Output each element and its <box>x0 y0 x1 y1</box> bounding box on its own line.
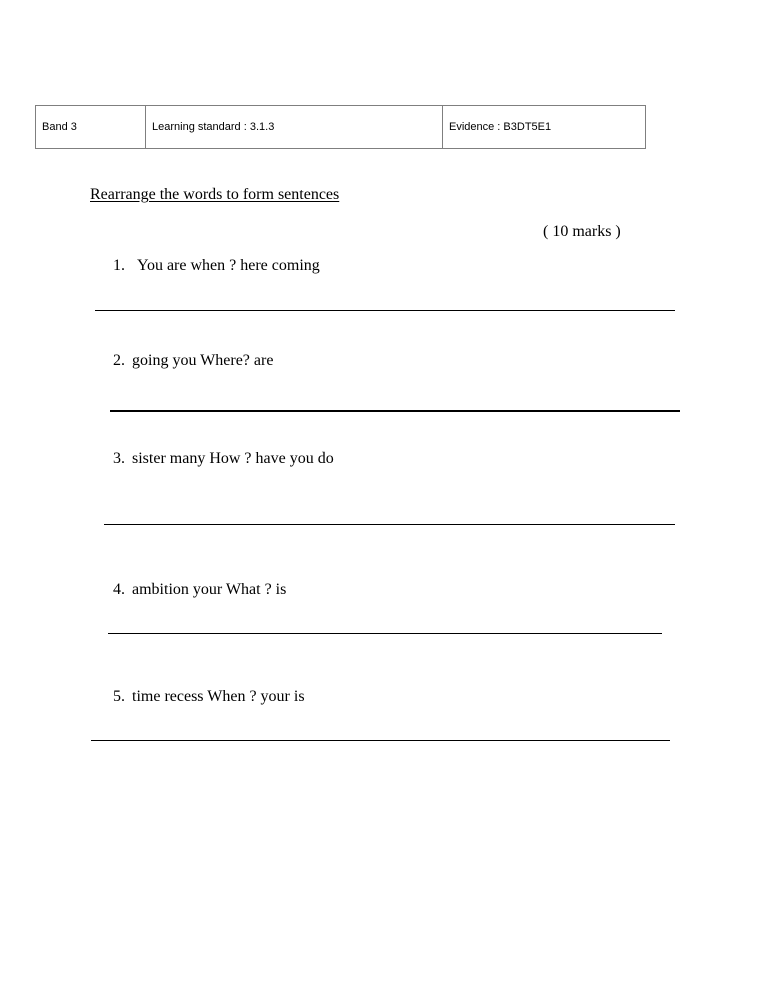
question-1 <box>113 258 320 274</box>
header-table <box>35 105 646 149</box>
question-number: 2. <box>113 352 125 369</box>
answer-line-2[interactable] <box>110 410 680 412</box>
question-3 <box>113 451 334 467</box>
question-text: ambition your What ? is <box>132 581 287 598</box>
question-4 <box>113 582 286 598</box>
question-number: 5. <box>113 688 125 705</box>
band-cell: Band 3 <box>36 106 146 149</box>
question-2 <box>113 353 273 369</box>
question-number: 1. <box>113 257 125 274</box>
question-text: sister many How ? have you do <box>132 450 334 467</box>
answer-line-1[interactable] <box>95 310 675 311</box>
instruction-heading: Rearrange the words to form sentences <box>90 186 340 203</box>
answer-line-4[interactable] <box>108 633 662 634</box>
marks-label: ( 10 marks ) <box>543 223 621 240</box>
question-text: going you Where? are <box>132 352 274 369</box>
answer-line-3[interactable] <box>104 524 675 525</box>
question-number: 3. <box>113 450 125 467</box>
learning-standard-cell: Learning standard : 3.1.3 <box>146 106 443 149</box>
answer-line-5[interactable] <box>91 740 670 741</box>
question-text: You are when ? here coming <box>137 257 320 274</box>
question-number: 4. <box>113 581 125 598</box>
evidence-cell: Evidence : B3DT5E1 <box>443 106 646 149</box>
question-text: time recess When ? your is <box>132 688 305 705</box>
question-5 <box>113 689 305 705</box>
header-row <box>36 106 646 149</box>
